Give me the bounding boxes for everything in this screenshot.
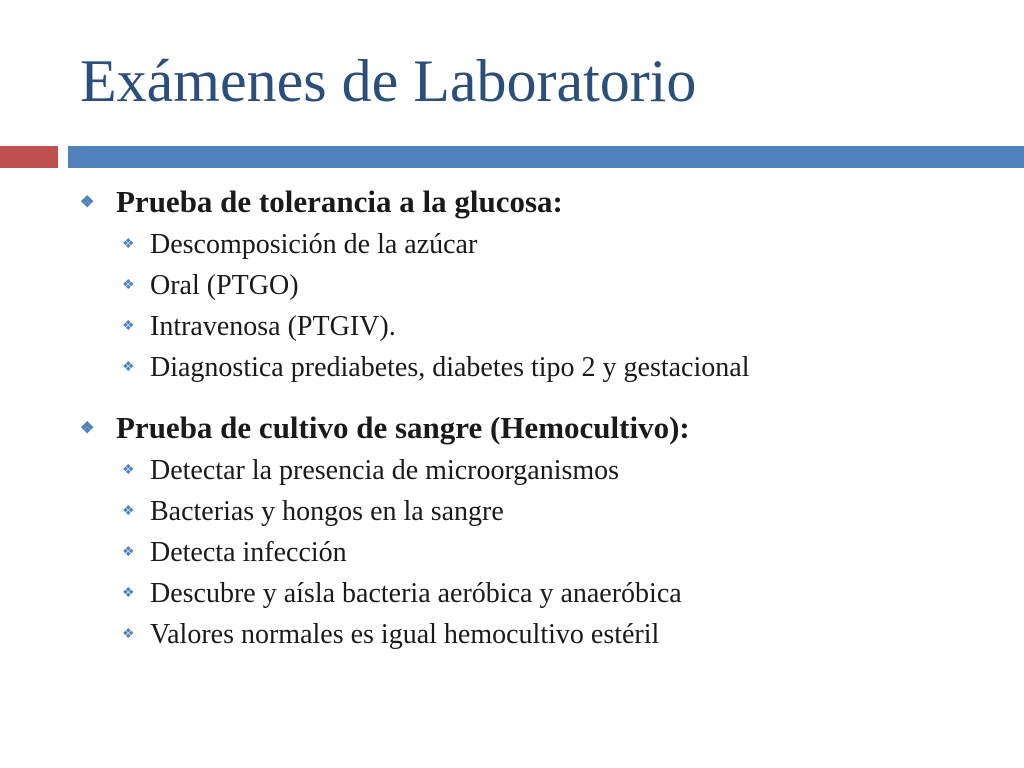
diamond-cluster-icon: ❖ [122,627,135,642]
bullet-heading-text: Prueba de tolerancia a la glucosa: [116,184,563,219]
bullet-group-glucose [80,180,1010,388]
bullet-heading [80,180,1010,224]
sub-bullet [80,224,1010,265]
title-accent-blue-bar [68,146,1024,168]
sub-bullet [80,306,1010,347]
diamond-cluster-icon: ❖ [122,463,135,478]
sub-bullet-text: Descubre y aísla bacteria aeróbica y anaeróbica [150,577,682,609]
diamond-cluster-icon: ❖ [122,278,135,293]
bullet-group-blood-culture [80,406,1010,655]
sub-bullet-text: Descomposición de la azúcar [150,228,478,260]
diamond-cluster-icon: ❖ [122,586,135,601]
sub-bullet-text: Oral (PTGO) [150,269,299,301]
diamond-cluster-icon: ❖ [122,545,135,560]
sub-bullet-text: Valores normales es igual hemocultivo estéril [150,618,660,650]
sub-bullet [80,491,1010,532]
sub-bullet-text: Intravenosa (PTGIV). [150,310,396,342]
diamond-cluster-icon: ❖ [122,504,135,519]
sub-bullet [80,347,1010,388]
sub-bullet-text: Diagnostica prediabetes, diabetes tipo 2 y gestacional [150,351,750,383]
sub-bullet-text: Bacterias y hongos en la sangre [150,495,504,527]
slide-title: Exámenes de Laboratorio [80,48,697,114]
diamond-cluster-icon: ❖ [80,420,95,437]
sub-bullet [80,265,1010,306]
sub-bullet [80,614,1010,655]
bullet-heading [80,406,1010,450]
diamond-cluster-icon: ❖ [122,237,135,252]
diamond-cluster-icon: ❖ [122,319,135,334]
diamond-cluster-icon: ❖ [80,194,95,211]
sub-bullet-text: Detectar la presencia de microorganismos [150,454,620,486]
sub-bullet-text: Detecta infección [150,536,347,568]
diamond-cluster-icon: ❖ [122,360,135,375]
bullet-content [80,180,1010,655]
sub-bullet [80,450,1010,491]
sub-bullet [80,573,1010,614]
bullet-heading-text: Prueba de cultivo de sangre (Hemocultivo): [116,410,690,445]
sub-bullet [80,532,1010,573]
title-accent-red-bar [0,146,58,168]
